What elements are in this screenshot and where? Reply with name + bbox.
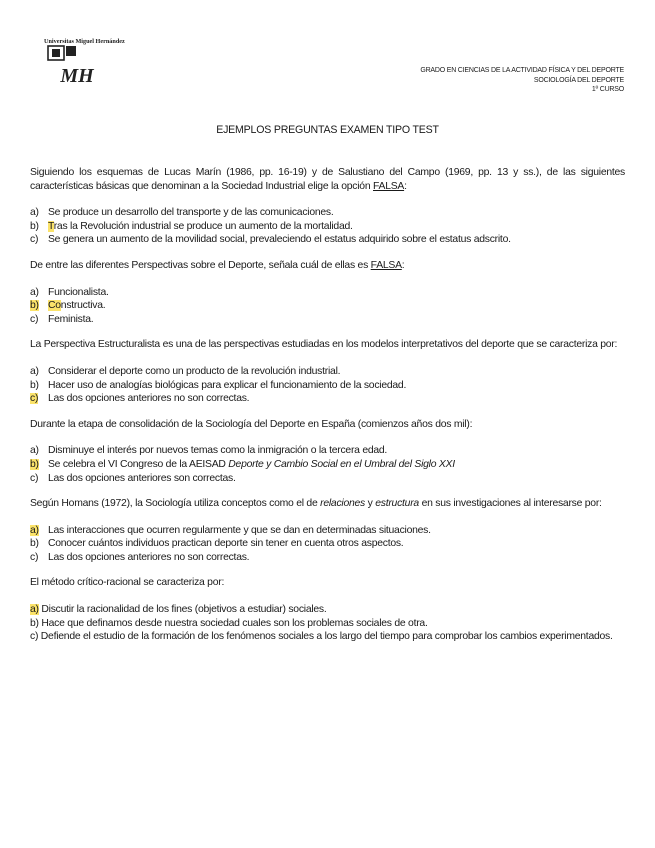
option-letter: c) <box>30 313 39 325</box>
option-letter: b) <box>30 220 39 232</box>
option-text: Conocer cuántos individuos practican deporte sin tener en cuenta otros aspectos. <box>48 538 404 550</box>
question-stem: Según Homans (1972), la Sociología utiliza conceptos como el de relaciones y estructura en sus investigaciones al interesarse por: <box>30 498 602 510</box>
option-text: Defiende el estudio de la formación de los fenómenos sociales a los largo del tiempo para comprobar los cambios experimentados. <box>40 631 613 643</box>
option-text: Las dos opciones anteriores son correctas. <box>48 472 236 484</box>
answer-option <box>30 365 625 379</box>
option-letter: b) <box>30 379 39 391</box>
option-letter <box>30 524 48 538</box>
answer-option <box>30 551 625 565</box>
answer-options <box>30 444 625 485</box>
course-header <box>420 66 624 95</box>
option-letter: c) <box>30 472 39 484</box>
answer-highlight: Co <box>48 300 61 312</box>
answer-option <box>30 444 625 458</box>
option-letter: c) <box>30 631 39 643</box>
option-text: Hacer uso de analogías biológicas para explicar el funcionamiento de la sociedad. <box>48 379 407 391</box>
congress-title: Deporte y Cambio Social en el Umbral del Siglo XXI <box>228 458 455 470</box>
answer-option <box>30 458 625 472</box>
answer-options <box>30 286 625 327</box>
option-text: Funcionalista. <box>48 286 109 298</box>
answer-highlight: b) <box>30 300 39 312</box>
option-letter: a) <box>30 207 39 219</box>
option-letter: a) <box>30 286 39 298</box>
answer-option <box>30 472 625 486</box>
answer-highlight: a) <box>30 604 39 616</box>
answer-highlight: c) <box>30 393 39 405</box>
answer-option <box>30 392 625 406</box>
question-stem: El método crítico-racional se caracteriza por: <box>30 577 225 589</box>
answer-highlight: b) <box>30 458 39 470</box>
option-letter: b) <box>30 617 39 629</box>
page-title: EJEMPLOS PREGUNTAS EXAMEN TIPO TEST <box>216 124 439 136</box>
answer-option <box>30 617 625 631</box>
option-letter <box>30 299 48 313</box>
header-degree: GRADO EN CIENCIAS DE LA ACTIVIDAD FÍSICA Y DEL DEPORTE <box>420 67 624 74</box>
header-subject: SOCIOLOGÍA DEL DEPORTE <box>533 76 624 84</box>
answer-option <box>30 537 625 551</box>
answer-option <box>30 313 625 327</box>
option-letter <box>30 392 48 406</box>
option-text: Se genera un aumento de la movilidad social, prevaleciendo el estatus adquirido sobre el estatus adscrito. <box>48 234 511 246</box>
header-course: 1º CURSO <box>591 86 624 93</box>
option-letter: c) <box>30 234 39 246</box>
emphasis-falsa: FALSA <box>370 259 402 271</box>
option-text: Se celebra el VI Congreso de la AEISAD Deporte y Cambio Social en el Umbral del Siglo XXI <box>48 458 455 470</box>
option-letter: b) <box>30 538 39 550</box>
answer-option <box>30 524 625 538</box>
questions-list <box>30 166 625 644</box>
answer-option <box>30 603 625 617</box>
answer-options <box>30 524 625 565</box>
option-text: Constructiva. <box>48 300 106 312</box>
option-text: Considerar el deporte como un producto de la revolución industrial. <box>48 365 341 377</box>
option-text: Discutir la racionalidad de los fines (objetivos a estudiar) sociales. <box>41 604 327 616</box>
logo-ring-text: Universitas Miguel Hernández <box>44 38 125 45</box>
answer-option <box>30 286 625 300</box>
option-letter: a) <box>30 445 39 457</box>
option-letter: c) <box>30 551 39 563</box>
answer-options <box>30 206 625 247</box>
question-stem: De entre las diferentes Perspectivas sobre el Deporte, señala cuál de ellas es FALSA: <box>30 259 405 271</box>
answer-option <box>30 299 625 313</box>
option-letter <box>30 458 48 472</box>
answer-option <box>30 379 625 393</box>
emphasis-falsa: FALSA <box>373 180 405 192</box>
option-letter: a) <box>30 365 39 377</box>
answer-options <box>30 365 625 406</box>
option-text: Hace que definamos desde nuestra sociedad cuales son los problemas sociales de otra. <box>41 617 428 629</box>
answer-highlight: T <box>48 220 54 232</box>
option-text: Tras la Revolución industrial se produce un aumento de la mortalidad. <box>48 220 353 232</box>
question-stem: Durante la etapa de consolidación de la Sociología del Deporte en España (comienzos años dos mil): <box>30 418 473 430</box>
question-stem: La Perspectiva Estructuralista es una de las perspectivas estudiadas en los modelos interpretativos del deporte que se caracteriza por: <box>30 339 618 351</box>
answer-option <box>30 206 625 220</box>
option-text: Las interacciones que ocurren regularmente y que se dan en determinadas situaciones. <box>48 524 431 536</box>
answer-option <box>30 233 625 247</box>
answer-option <box>30 220 625 234</box>
question-stem: Siguiendo los esquemas de Lucas Marín (1986, pp. 16-19) y de Salustiano del Campo (1969, pp. 13 y ss.), de las siguientes características básicas que denominan a la Sociedad Industrial elige la opción FALSA: <box>30 167 625 192</box>
option-text: Las dos opciones anteriores no son correctas. <box>48 551 250 563</box>
answer-option <box>30 630 625 644</box>
university-logo <box>44 38 125 101</box>
answer-options <box>30 603 625 644</box>
option-text: Feminista. <box>48 313 94 325</box>
option-text: Se produce un desarrollo del transporte y de las comunicaciones. <box>48 207 334 219</box>
option-text: Las dos opciones anteriores no son correctas. <box>48 393 250 405</box>
logo-monogram: MH <box>60 65 94 87</box>
option-text: Disminuye el interés por nuevos temas como la inmigración o la tercera edad. <box>48 445 388 457</box>
answer-highlight: a) <box>30 524 39 536</box>
